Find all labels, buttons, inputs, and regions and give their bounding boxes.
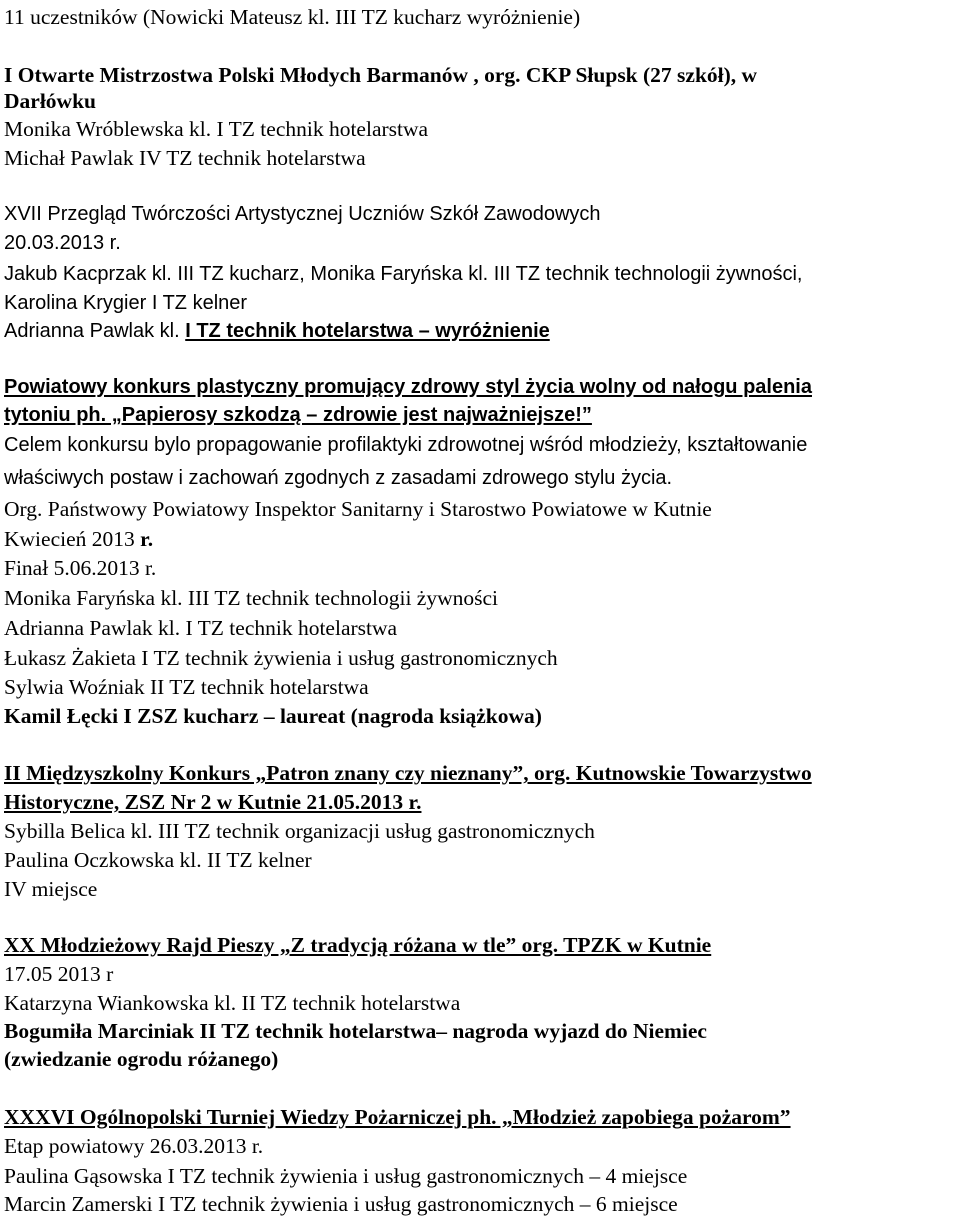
entry-line: Sybilla Belica kl. III TZ technik organizacji usług gastronomicznych <box>4 819 595 843</box>
entry-line: Jakub Kacprzak kl. III TZ kucharz, Monika Faryńska kl. III TZ technik technologii żywności, <box>4 263 803 285</box>
entry-line: Karolina Krygier I TZ kelner <box>4 292 248 314</box>
date-line: 20.03.2013 r. <box>4 232 121 254</box>
entry-award: I TZ technik hotelarstwa – wyróżnienie <box>185 320 550 342</box>
section-heading-przeglad: XVII Przegląd Twórczości Artystycznej Uczniów Szkół Zawodowych <box>4 203 601 225</box>
award-line-cont: (zwiedzanie ogrodu różanego) <box>4 1047 279 1071</box>
section-heading-konkurs-cont: tytoniu ph. „Papierosy szkodzą – zdrowie jest najważniejsze!” <box>4 404 592 426</box>
entry-line: Sylwia Woźniak II TZ technik hotelarstwa <box>4 675 369 699</box>
entry-line: Monika Faryńska kl. III TZ technik technologii żywności <box>4 586 498 610</box>
entry-line: Katarzyna Wiankowska kl. II TZ technik hotelarstwa <box>4 991 461 1015</box>
section-heading-patron: II Międzyszkolny Konkurs „Patron znany czy nieznany”, org. Kutnowskie Towarzystwo <box>4 761 812 785</box>
place-line: IV miejsce <box>4 877 98 901</box>
entry-line-award <box>4 318 956 344</box>
award-line: Bogumiła Marciniak II TZ technik hotelarstwa– nagroda wyjazd do Niemiec <box>4 1019 707 1043</box>
date-suffix: r. <box>140 527 154 551</box>
entry-line: Łukasz Żakieta I TZ technik żywienia i usług gastronomicznych <box>4 646 558 670</box>
date-line: 17.05 2013 r <box>4 962 114 986</box>
laureate-line: Kamil Łęcki I ZSZ kucharz – laureat (nagroda książkowa) <box>4 704 542 728</box>
date-line <box>4 526 956 552</box>
section-heading-barman-cont: Darłówku <box>4 89 96 113</box>
final-date-line: Finał 5.06.2013 r. <box>4 556 157 580</box>
section-heading-turniej: XXXVI Ogólnopolski Turniej Wiedzy Pożarniczej ph. „Młodzież zapobiega pożarom” <box>4 1105 791 1129</box>
participants-line: 11 uczestników (Nowicki Mateusz kl. III TZ kucharz wyróżnienie) <box>4 5 581 29</box>
description-line: właściwych postaw i zachowań zgodnych z zasadami zdrowego stylu życia. <box>4 467 673 489</box>
section-heading-barman: I Otwarte Mistrzostwa Polski Młodych Barmanów , org. CKP Słupsk (27 szkół), w <box>4 63 758 87</box>
entry-line: Paulina Oczkowska kl. II TZ kelner <box>4 848 312 872</box>
stage-line: Etap powiatowy 26.03.2013 r. <box>4 1134 264 1158</box>
entry-line: Marcin Zamerski I TZ technik żywienia i usług gastronomicznych – 6 miejsce <box>4 1192 678 1216</box>
entry-line: Michał Pawlak IV TZ technik hotelarstwa <box>4 146 366 170</box>
entry-line: Monika Wróblewska kl. I TZ technik hotelarstwa <box>4 117 429 141</box>
organizer-line: Org. Państwowy Powiatowy Inspektor Sanitarny i Starostwo Powiatowe w Kutnie <box>4 497 712 521</box>
section-heading-patron-cont: Historyczne, ZSZ Nr 2 w Kutnie 21.05.2013 r. <box>4 790 422 814</box>
entry-line: Adrianna Pawlak kl. I TZ technik hotelarstwa <box>4 616 398 640</box>
entry-name: Adrianna Pawlak kl. <box>4 320 180 342</box>
section-heading-konkurs: Powiatowy konkurs plastyczny promujący zdrowy styl życia wolny od nałogu palenia <box>4 376 812 398</box>
date-text: Kwiecień 2013 <box>4 527 141 551</box>
section-heading-rajd: XX Młodzieżowy Rajd Pieszy „Z tradycją różana w tle” org. TPZK w Kutnie <box>4 933 712 957</box>
entry-line: Paulina Gąsowska I TZ technik żywienia i usług gastronomicznych – 4 miejsce <box>4 1164 688 1188</box>
description-line: Celem konkursu bylo propagowanie profilaktyki zdrowotnej wśród młodzieży, kształtowanie <box>4 434 808 456</box>
